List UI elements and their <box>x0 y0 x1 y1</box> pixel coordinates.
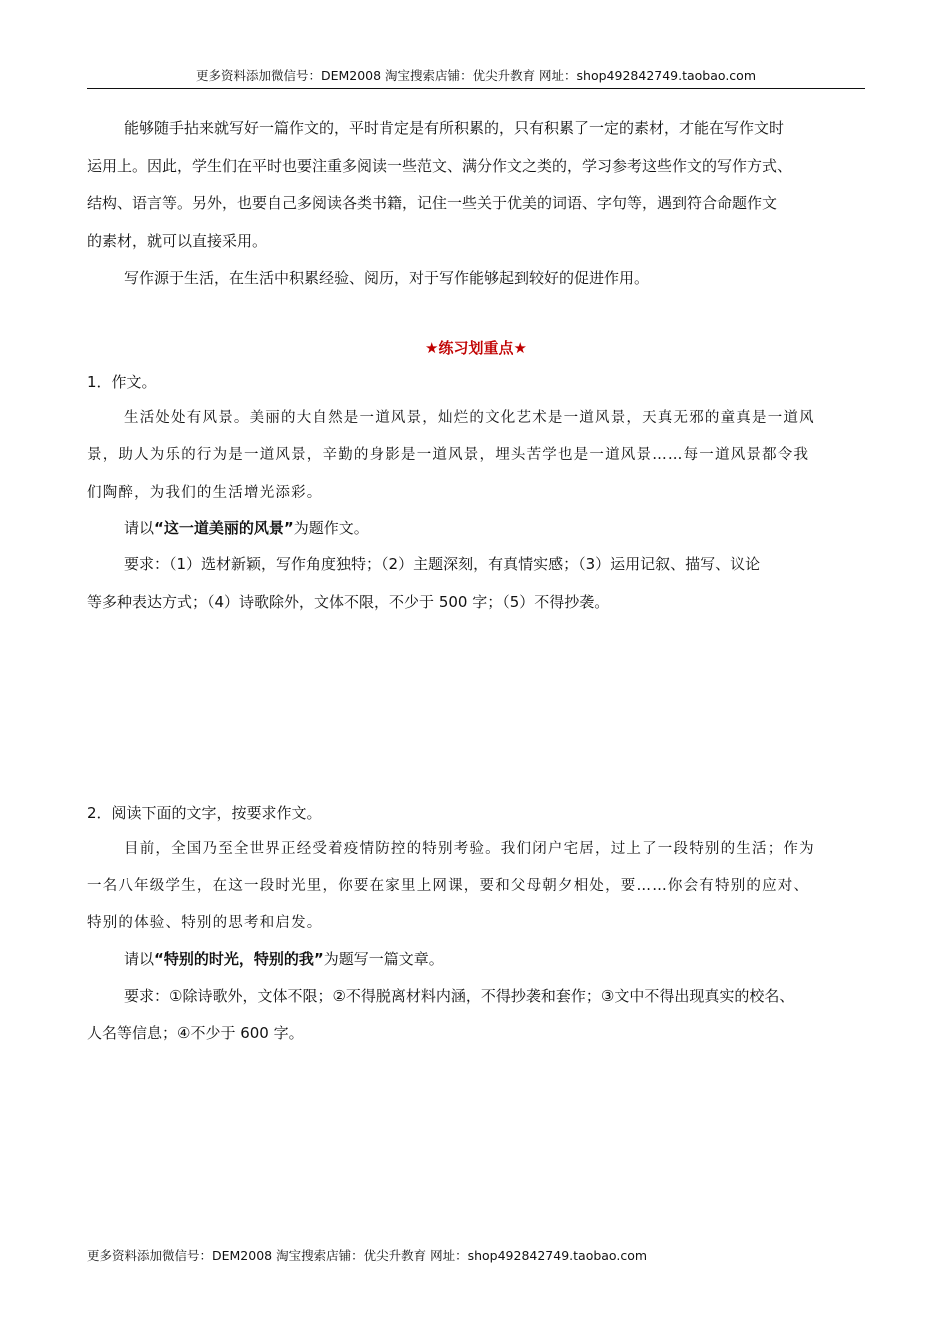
q2-prompt-prefix: 请以 <box>124 950 155 968</box>
intro-paragraph-line: 运用上。因此，学生们在平时也要注重多阅读一些范文、满分作文之类的，学习参考这些作文的写作方式、 <box>87 157 793 175</box>
page-header: 更多资料添加微信号：DEM2008 淘宝搜索店铺：优尖升教育 网址：shop492842749.taobao.com <box>195 68 757 83</box>
header-divider <box>87 88 865 89</box>
intro-paragraph-line: 结构、语言等。另外，也要自己多阅读各类书籍，记住一些关于优美的词语、字句等，遇到符合命题作文 <box>87 194 778 212</box>
intro-paragraph-line: 能够随手拈来就写好一篇作文的，平时肯定是有所积累的，只有积累了一定的素材，才能在写作文时 <box>124 119 785 137</box>
q2-material-line: 目前，全国乃至全世界正经受着疫情防控的特别考验。我们闭户宅居，过上了一段特别的生活；作为 <box>124 841 815 857</box>
q1-heading: 1．作文。 <box>87 373 157 391</box>
q1-prompt <box>124 516 904 540</box>
q1-requirements-line: 要求：（1）选材新颖，写作角度独特；（2）主题深刻，有真情实感；（3）运用记叙、描写、议论 <box>124 555 761 573</box>
q2-requirements-line: 要求：①除诗歌外，文体不限；②不得脱离材料内涵，不得抄袭和套作；③文中不得出现真实的校名、 <box>124 987 795 1005</box>
q1-material-line: 景，助人为乐的行为是一道风景，辛勤的身影是一道风景，埋头苦学也是一道风景……每一道风景都令我 <box>87 447 810 463</box>
q2-heading: 2．阅读下面的文字，按要求作文。 <box>87 804 322 822</box>
q2-material-line: 特别的体验、特别的思考和启发。 <box>87 915 323 931</box>
q1-prompt-suffix: 为题作文。 <box>293 519 369 537</box>
intro-paragraph-2: 写作源于生活，在生活中积累经验、阅历，对于写作能够起到较好的促进作用。 <box>124 269 650 287</box>
section-title: ★练习划重点★ <box>425 339 527 357</box>
q1-material-line: 们陶醉，为我们的生活增光添彩。 <box>87 485 323 501</box>
q1-prompt-title: “这一道美丽的风景” <box>154 519 294 537</box>
q1-prompt-prefix: 请以 <box>124 519 155 537</box>
q2-prompt <box>124 947 904 971</box>
q1-requirements-line: 等多种表达方式；（4）诗歌除外，文体不限，不少于 500 字；（5）不得抄袭。 <box>87 593 610 611</box>
q1-material-line: 生活处处有风景。美丽的大自然是一道风景，灿烂的文化艺术是一道风景，天真无邪的童真是一道风 <box>124 410 815 426</box>
q2-prompt-suffix: 为题写一篇文章。 <box>323 950 444 968</box>
page-footer: 更多资料添加微信号：DEM2008 淘宝搜索店铺：优尖升教育 网址：shop492842749.taobao.com <box>87 1248 648 1263</box>
intro-paragraph-line: 的素材，就可以直接采用。 <box>87 232 268 250</box>
q2-requirements-line: 人名等信息；④不少于 600 字。 <box>87 1024 304 1042</box>
q2-prompt-title: “特别的时光，特别的我” <box>154 950 324 968</box>
q2-material-line: 一名八年级学生，在这一段时光里，你要在家里上网课，要和父母朝夕相处，要……你会有特别的应对、 <box>87 878 810 894</box>
